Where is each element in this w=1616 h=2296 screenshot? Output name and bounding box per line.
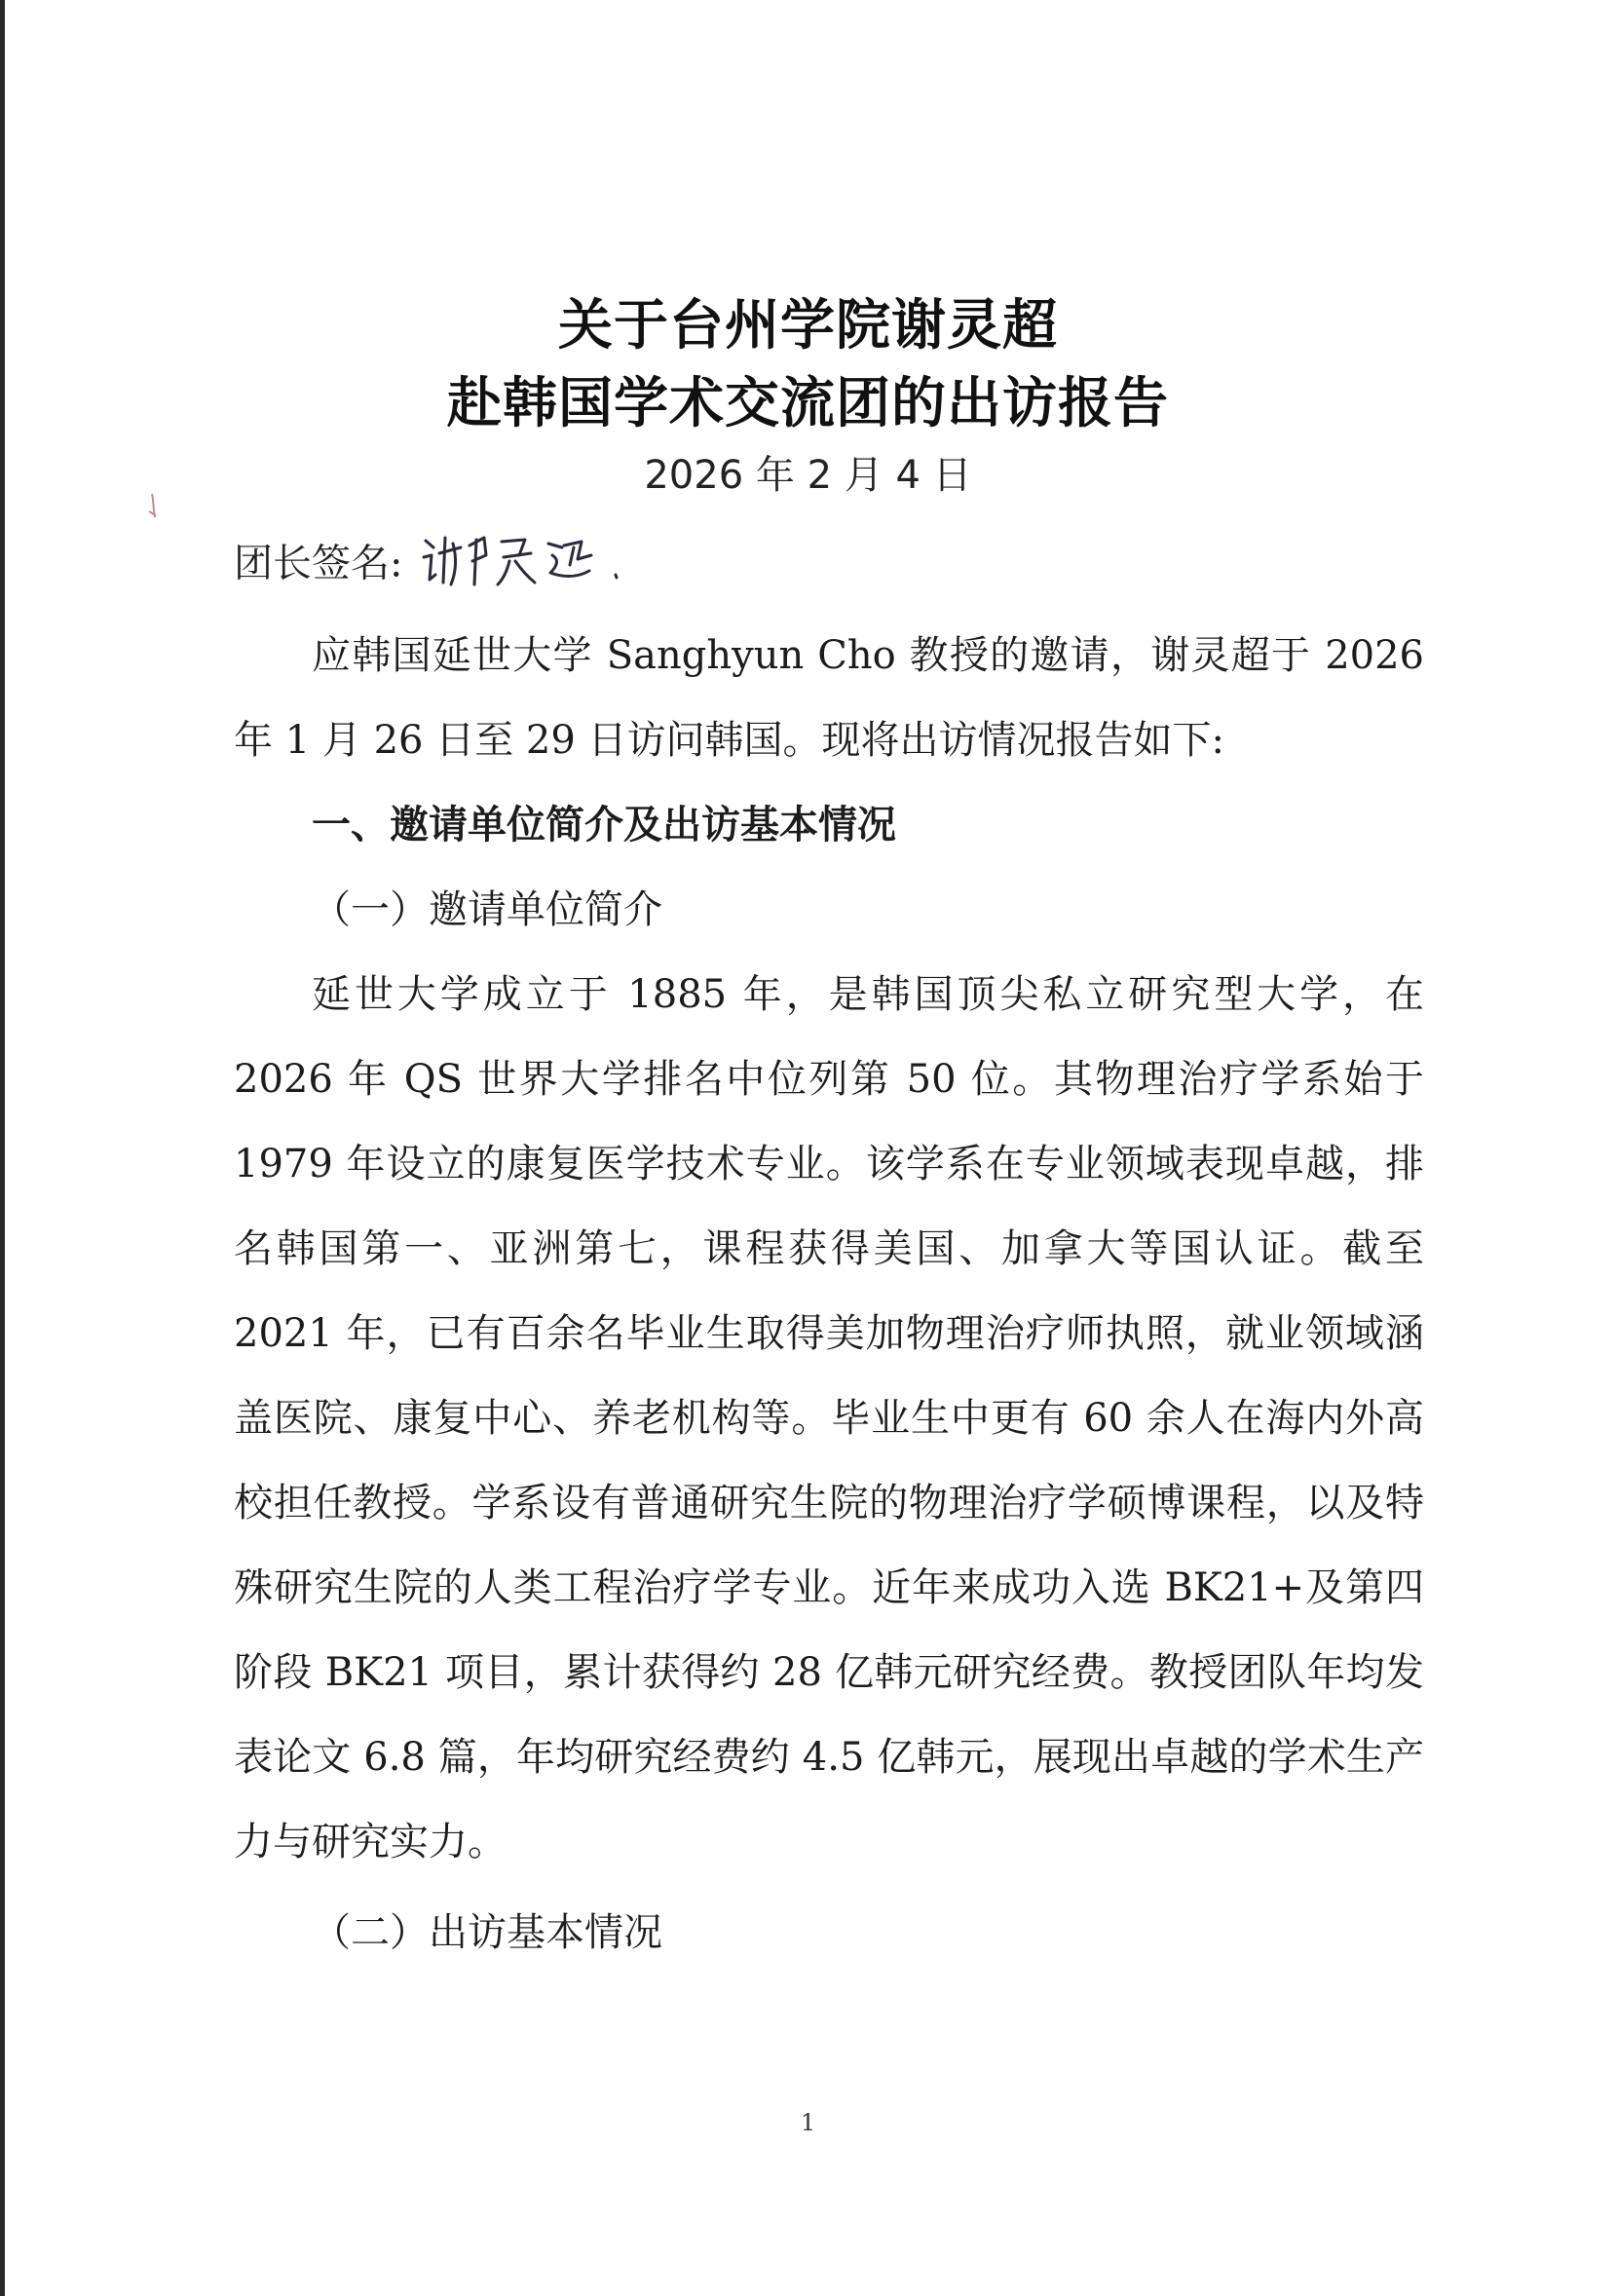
document-title-line-1: 关于台州学院谢灵超 [558, 294, 1058, 358]
page-number: 1 [800, 2109, 816, 2136]
subsection-1-heading: （一）邀请单位简介 [312, 887, 662, 932]
intro-paragraph: 应韩国延世大学 Sanghyun Cho 教授的邀请，谢灵超于 2026 年 1 月 26 日至 29 日访问韩国。现将出访情况报告如下: [234, 633, 1424, 763]
subsection-1-paragraph: 延世大学成立于 1885 年，是韩国顶尖私立研究型大学，在 2026 年 QS 世界大学排名中位列第 50 位。其物理治疗学系始于 1979 年设立的康复医学技术专业。该学系在专业领域表现卓越，排名韩国第一、亚洲第七，课程获得美国、加拿大等国认证。截至 2021 年，已有百余名毕业生取得美加物理治疗师执照，就业领域涵盖医院、康复中心、养老机构等。毕业生中更有 60 余人在海内外高校担任教授。学系设有普通研究生院的物理治疗学硕博课程，以及特殊研究生院的人类工程治疗学专业。近年来成功入选 BK21+及第四阶段 BK21 项目，累计获得约 28 亿韩元研究经费。教授团队年均发表论文 6.8 篇，年均研究经费约 4.5 亿韩元，展现出卓越的学术生产力与研究实力。 [234, 972, 1424, 1864]
document-date: 2026 年 2 月 4 日 [644, 453, 972, 498]
signature-row [234, 526, 659, 584]
document-title-line-2: 赴韩国学术交流团的出访报告 [447, 372, 1169, 435]
stray-pen-mark-icon [146, 492, 166, 521]
signature-label: 团长签名: [234, 541, 403, 586]
document-body [234, 614, 1424, 1976]
section-1-heading: 一、邀请单位简介及出访基本情况 [312, 803, 896, 847]
handwritten-signature [416, 526, 659, 594]
subsection-2-heading: （二）出访基本情况 [312, 1910, 662, 1955]
